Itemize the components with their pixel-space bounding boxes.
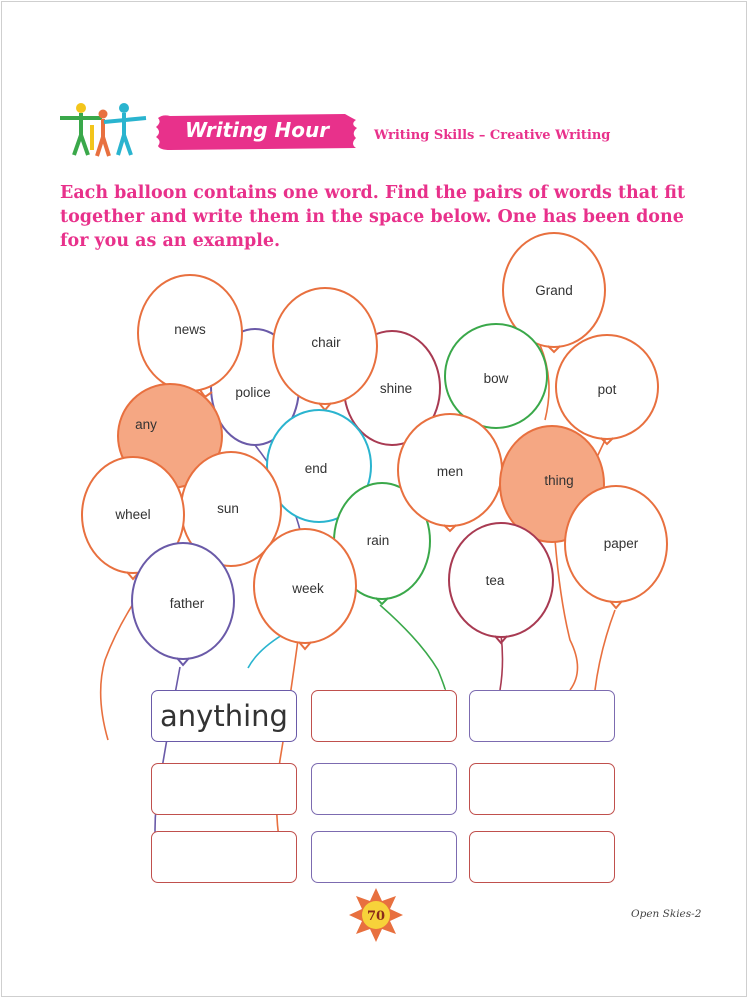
balloons (82, 233, 667, 665)
balloon-word: paper (603, 536, 639, 551)
answer-box[interactable] (311, 831, 457, 883)
balloon-word: wheel (115, 507, 151, 522)
balloon (565, 486, 667, 608)
answer-text (152, 832, 296, 882)
balloon-word: thing (544, 473, 574, 488)
answer-box[interactable] (151, 763, 297, 815)
answer-box[interactable] (311, 763, 457, 815)
balloon-word: any (135, 417, 157, 432)
answer-box[interactable] (311, 690, 457, 742)
balloon (132, 543, 234, 665)
balloon-word: bow (483, 371, 509, 386)
answer-text (312, 832, 456, 882)
balloon (449, 523, 553, 643)
answer-box[interactable] (151, 831, 297, 883)
balloon (254, 529, 356, 649)
balloon-word: rain (366, 533, 390, 548)
answer-text (312, 764, 456, 814)
balloon (445, 324, 547, 428)
balloon-word: news (174, 322, 206, 337)
subject-title: Writing Skills – Creative Writing (374, 128, 611, 143)
balloon-word: Grand (535, 283, 573, 298)
instructions: Each balloon contains one word. Find the pairs of words that fit together and write them in the space below. One has been done for you as an example. (60, 183, 686, 251)
balloon-word: police (235, 385, 271, 400)
answer-box[interactable] (469, 831, 615, 883)
answer-text (470, 832, 614, 882)
balloon-word: chair (311, 335, 341, 350)
book-title: Open Skies-2 (631, 908, 702, 920)
balloon (556, 335, 658, 444)
balloon-word: sun (217, 501, 239, 516)
answer-text (312, 691, 456, 741)
answer-box[interactable] (151, 690, 297, 742)
answer-box[interactable] (469, 690, 615, 742)
section-label: Writing Hour (184, 118, 330, 142)
balloon-word: father (169, 596, 205, 611)
page-number-star (349, 888, 403, 942)
answer-text: anything (160, 699, 288, 733)
answer-box[interactable] (469, 763, 615, 815)
balloon-word: men (436, 464, 464, 479)
balloon-word: tea (485, 573, 505, 588)
answer-text (470, 691, 614, 741)
logo-people-icon (60, 103, 146, 156)
answer-text (470, 764, 614, 814)
answer-text (152, 764, 296, 814)
balloon-word: week (292, 581, 324, 596)
balloon-word: pot (597, 382, 617, 397)
balloon-word: shine (379, 381, 413, 396)
page-number: 70 (366, 909, 386, 924)
balloon-word: end (304, 461, 328, 476)
